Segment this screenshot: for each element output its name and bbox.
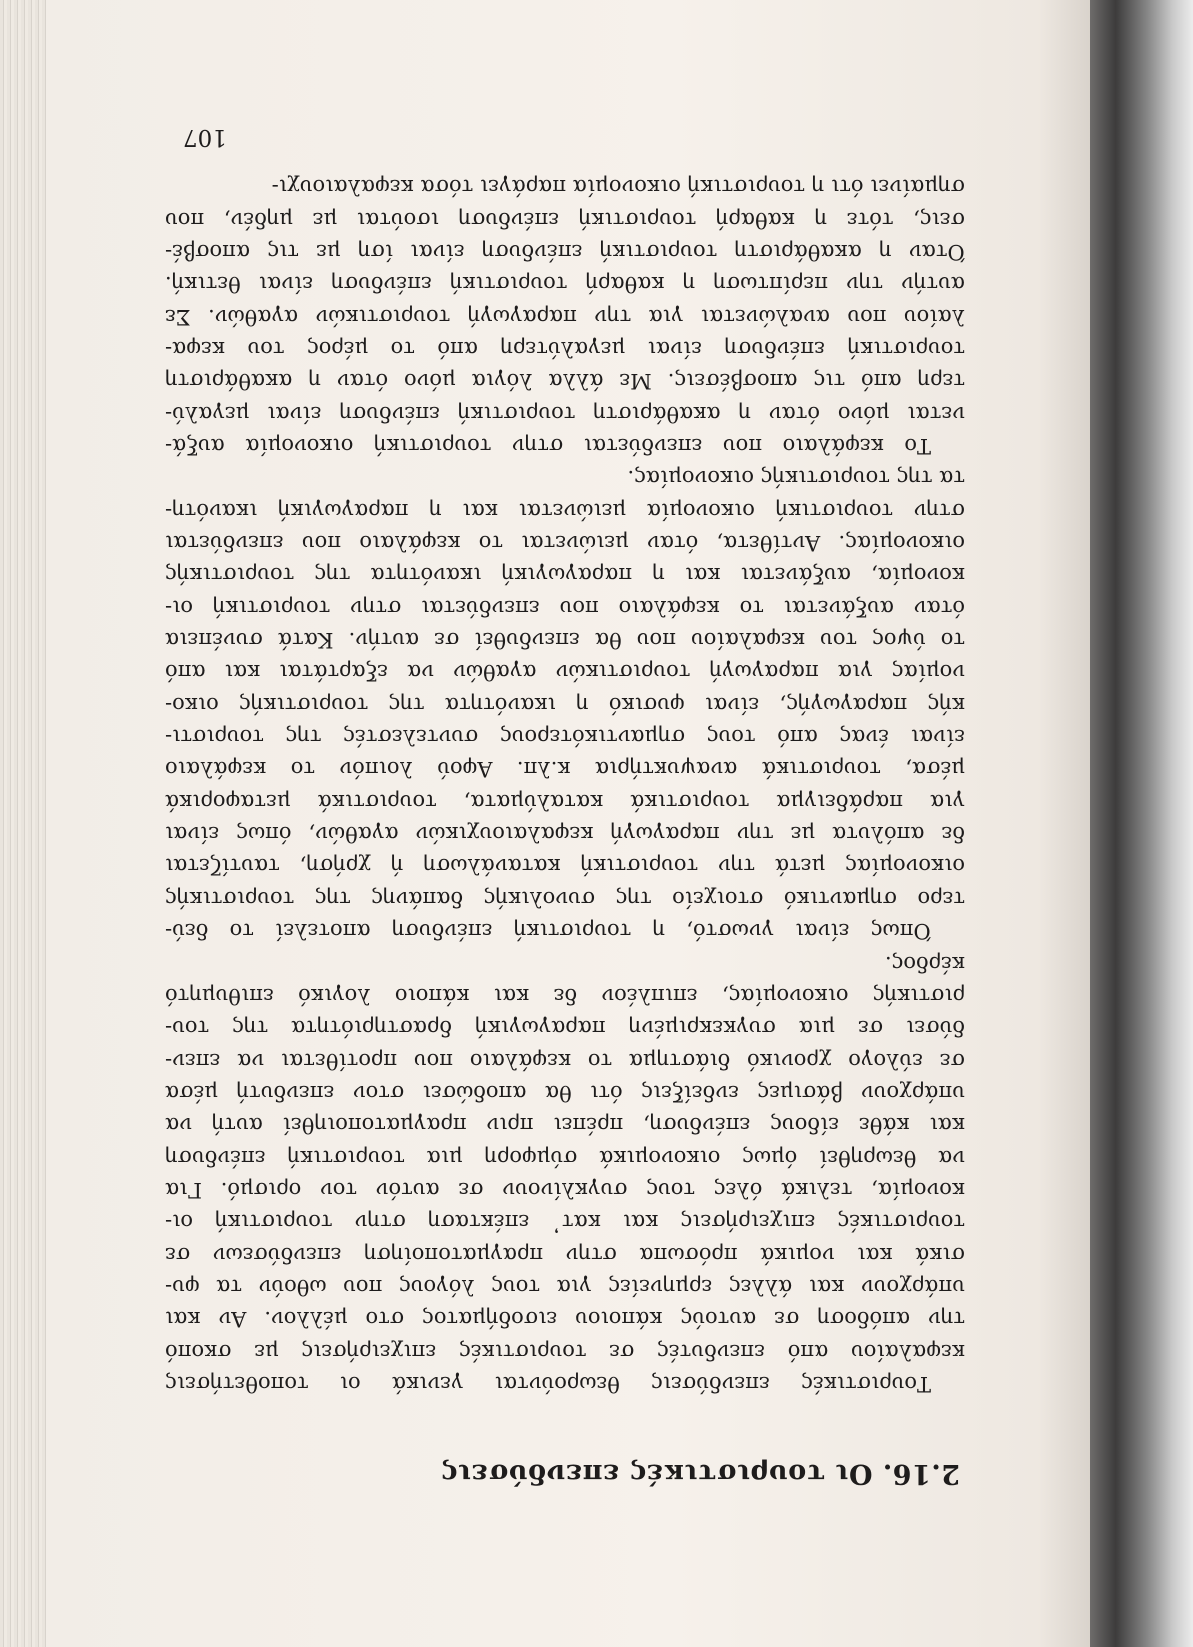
section-heading: 2.16. Οι τουριστικές επενδύσεις: [440, 1458, 960, 1489]
text-line: σημαίνει ότι η τουριστική οικονομία παράγει τόσα κεφαλαιουχι-: [271, 175, 965, 200]
text-line: τουριστική επένδυση είναι μεγαλύτερη από το μέρος του κεφα-: [165, 337, 965, 361]
text-line: οικονομίας μετά την τουριστική κατανάλωση ή χρήση, ταυτίζεται: [165, 854, 965, 879]
text-line: τερο σημαντικό στοιχείο της συνολικής δαπάνης της τουριστικής: [165, 886, 965, 911]
text-line: το ύψος του κεφαλαίου που θα επενδυθεί σε αυτήν. Κατά συνέπεια: [165, 628, 965, 653]
text-line: Το κεφάλαιο που επενδύεται στην τουριστική οικονομία αυξά-: [165, 434, 931, 459]
text-line: υπάρχουν βάσιμες ενδείξεις ότι θα αποδώσει στον επενδυτή μέσα: [165, 1080, 965, 1105]
text-line: κέρδος.: [884, 951, 965, 976]
text-line: νεται μόνο όταν η ακαθάριστη τουριστική επένδυση είναι μεγαλύ-: [165, 401, 965, 426]
text-line: κεφαλαίου από επενδυτές σε τουριστικές επιχειρήσεις με σκοπό: [165, 1339, 965, 1364]
text-line: είναι ένας από τους σημαντικότερους συντελεστές της τουριστι-: [165, 725, 965, 750]
text-line: Τουριστικές επενδύσεις θεωρούνται γενικά οι τοποθετήσεις: [165, 1372, 931, 1396]
text-line: κονομία, τελικά όλες τους συγκλίνουν σε αυτόν τον ορισμό. Για: [165, 1177, 965, 1202]
text-line: να θεωρηθεί όμως οικονομικά σύμφορη μια τουριστική επένδυση: [165, 1145, 965, 1170]
page-number: 107: [183, 124, 227, 150]
text-line: κονομία, αυξάνεται και η παραγωγική ικανότητα της τουριστικής: [165, 563, 965, 588]
text-line: και κάθε είδους επένδυση, πρέπει πριν πραγματοποιηθεί αυτή να: [165, 1113, 965, 1138]
text-line: κής παραγωγής, είναι φυσικό η ικανότητα της τουριστικής οικο-: [165, 692, 965, 717]
text-line: τερη από τις αποσβέσεις. Με άλλα λόγια μόνο όταν η ακαθάριστη: [165, 369, 965, 394]
text-line: τουριστικές επιχειρήσεις και κατ᾽ επέκταση στην τουριστική οι-: [165, 1210, 965, 1235]
text-line: δε απόλυτα με την παραγωγή κεφαλαιουχικών αγαθών, όπως είναι: [165, 822, 965, 847]
text-line: υπάρχουν και άλλες ερμηνείες για τους λόγους που ωθούν τα φυ-: [165, 1274, 965, 1299]
text-line: για παράδειγμα τουριστικά καταλύματα, τουριστικά μεταφορικά: [165, 789, 965, 814]
text-line: τα της τουριστικής οικονομίας.: [627, 466, 965, 491]
text-line: όταν αυξάνεται το κεφάλαιο που επενδύεται στην τουριστική οι-: [165, 595, 965, 620]
text-line: μέσα, τουριστικά αναψυκτήρια κ.λπ. Αφού λοιπόν το κεφάλαιο: [165, 757, 965, 782]
text-line: την απόδοση σε αυτούς κάποιου εισοδήματος στο μέλλον. Αν και: [165, 1307, 965, 1332]
text-line: στην τουριστική οικονομία μειώνεται και η παραγωγική ικανότη-: [165, 498, 965, 523]
text-line: οικονομίας. Αντίθετα, όταν μειώνεται το κεφάλαιο που επενδύεται: [165, 531, 965, 556]
text-line: σεις, τότε η καθαρή τουριστική επένδυση ισούται με μηδέν, που: [165, 207, 965, 232]
body-text: [165, 171, 965, 1400]
text-line: αυτήν την περίπτωση η καθαρή τουριστική επένδυση είναι θετική.: [165, 272, 965, 297]
page-stack-edge: [0, 0, 46, 1647]
text-line: Όπως είναι γνωστό, η τουριστική επένδυση αποτελεί το δεύ-: [165, 919, 931, 944]
text-line: νομίας για παραγωγή τουριστικών αγαθών να εξαρτάται και από: [165, 660, 965, 685]
text-line: Όταν η ακαθάριστη τουριστική επένδυση είναι ίση με τις αποσβέ-: [165, 239, 965, 264]
text-line: δύσει σε μια συγκεκριμένη παραγωγική δραστηριότητα της του-: [165, 1016, 965, 1041]
text-line: σε εύλογο χρονικό διάστημα το κεφάλαιο που προτίθεται να επεν-: [165, 1048, 965, 1073]
text-line: λαίου που αναλώνεται για την παραγωγή τουριστικών αγαθών. Σε: [165, 304, 965, 329]
text-line: ριστικής οικονομίας, επιπλέον δε και κάποιο λογικό επιθυμητό: [165, 983, 965, 1008]
book-binding-shadow: [1090, 0, 1193, 1647]
page-content-rotated: [165, 110, 965, 1495]
text-line: σικά και νομικά πρόσωπα στην πραγματοποίηση επενδύσεων σε: [165, 1242, 965, 1267]
